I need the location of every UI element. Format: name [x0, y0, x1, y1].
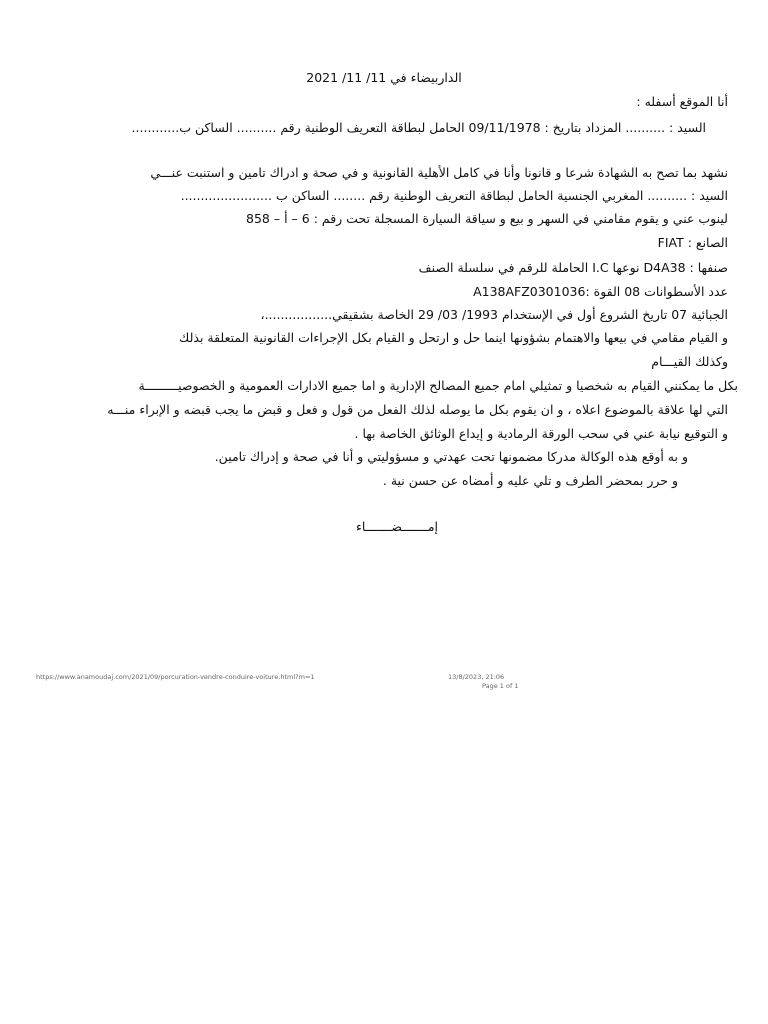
line-9: الجبائية 07 تاريخ الشروع أول في الإستخدام 1993/ 03/ 29 الخاصة بشقيقي.................، [260, 307, 728, 322]
line-11: وكذلك القيـــام [651, 354, 728, 369]
line-15: و به أوقع هذه الوكالة مدركا مضمونها تحت عهدتي و مسؤوليتي و أنا في صحة و إدراك تامين. [214, 449, 688, 464]
line-5: لينوب عني و يقوم مقامني في السهر و بيع و سياقة السيارة المسجلة تحت رقم : 6 – أ – 858 [246, 211, 728, 226]
line-4: السيد : .......... المغربي الجنسية الحامل لبطاقة التعريف الوطنية رقم ........ الساكن ب ....................... [180, 188, 728, 203]
line-1: أنا الموقع أسفله : [636, 94, 728, 109]
line-16: و حرر بمحضر الطرف و تلي عليه و أمضاه عن حسن نية . [382, 473, 678, 488]
line-2: السيد : .......... المزداد بتاريخ : 09/11/1978 الحامل لبطاقة التعريف الوطنية رقم .......... الساكن ب............ [131, 120, 706, 135]
signature-label: إمـــــــضـــــــاء [356, 519, 438, 534]
footer-page-number: Page 1 of 1 [482, 682, 519, 690]
line-3: نشهد بما تصح به الشهادة شرعا و قانونا وأنا في كامل الأهلية القانونية و في صحة و ادراك تامين و استنبت عنـــي [150, 165, 728, 180]
footer-url[interactable]: https://www.anamoudaj.com/2021/09/porcuration-vendre-conduire-voiture.html?m=1 [36, 673, 315, 681]
line-13: التي لها علاقة بالموضوع اعلاه ، و ان يقوم بكل ما يوصله لذلك الفعل من قول و فعل و قبض ما يجب قبضه و الإبراء منـــه [107, 402, 728, 417]
date-line: الداربيضاء في 11/ 11/ 2021 [306, 70, 462, 85]
line-6: الصانع : FIAT [657, 235, 728, 250]
line-14: و التوقيع نيابة عني في سحب الورقة الرمادية و إيداع الوثائق الخاصة بها . [354, 426, 728, 441]
line-10: و القيام مقامي في بيعها والاهتمام بشؤونها اينما حل و ارتحل و القيام بكل الإجراءات القانونية المتعلقة بذلك [179, 330, 728, 345]
footer-datetime: 13/8/2023, 21:06 [448, 673, 505, 681]
line-8: A138AFZ0301036: عدد الأسطوانات 08 القوة [473, 284, 728, 299]
line-12: بكل ما يمكنني القيام به شخصيا و تمثيلي امام جميع المصالح الإدارية و اما جميع الادارات العمومية و الخصوصيـــــــــة [138, 378, 738, 393]
line-7: صنفها : D4A38 نوعها I.C الحاملة للرقم في سلسلة الصنف [418, 260, 728, 275]
